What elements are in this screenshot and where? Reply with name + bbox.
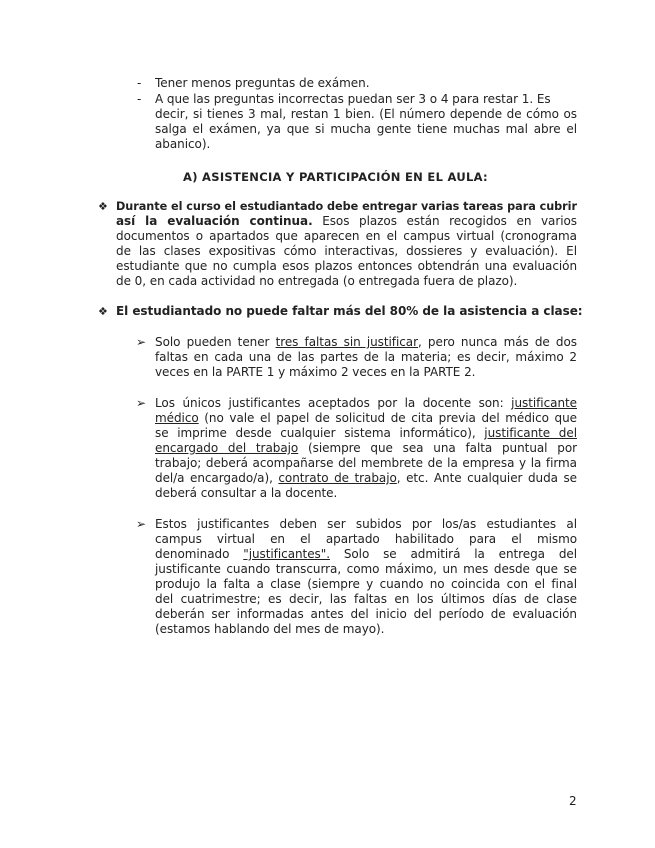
arrow3-line: del cuatrimestre; es decir, las faltas en los últimos días de clase	[155, 592, 577, 606]
arrow3-line: produjo la falta a clase (siempre y cuando no coincida con el final	[155, 577, 577, 591]
dash-item-2-line: decir, si tienes 3 mal, restan 1 bien. (El número depende de cómo os	[155, 107, 577, 121]
text-run: (no vale el papel de solicitud de cita previa del médico que	[198, 411, 577, 425]
dash-marker: -	[137, 92, 142, 106]
bullet1-line: Durante el curso el estudiantado debe entregar varias tareas para cubrir	[116, 200, 577, 213]
arrow-bullet-icon: ➢	[136, 396, 147, 410]
underlined-run: contrato de trabajo	[278, 471, 397, 485]
arrow2-line	[155, 411, 577, 426]
arrow1-line: veces en la PARTE 1 y máximo 2 veces en la PARTE 2.	[155, 365, 476, 379]
arrow2-line	[155, 441, 577, 456]
section-heading: A) ASISTENCIA Y PARTICIPACIÓN EN EL AULA:	[183, 170, 488, 184]
text-run: del/a encargado/a),	[155, 471, 279, 485]
arrow3-line: Estos justificantes deben ser subidos por los/as estudiantes al	[155, 517, 577, 531]
arrow3-line: (estamos hablando del mes de mayo).	[155, 622, 385, 636]
arrow2-line: trabajo; deberá acompañarse del membrete de la empresa y la firma	[155, 456, 577, 470]
underlined-run: justificante del	[484, 426, 577, 440]
diamond-bullet-icon: ❖	[98, 305, 108, 318]
underlined-run: justificante	[511, 396, 577, 410]
text-run: (siempre que sea una falta puntual por	[298, 441, 577, 455]
text-run: Esos plazos están recogidos en varios	[312, 214, 577, 228]
bullet2-line: El estudiantado no puede faltar más del 80% de la asistencia a clase:	[116, 304, 583, 318]
text-run: Los únicos justificantes aceptados por la docente son:	[155, 396, 512, 410]
dash-item-2-line: abanico).	[155, 137, 211, 151]
arrow2-line	[155, 471, 577, 486]
text-run: , pero nunca más de dos	[418, 335, 577, 349]
arrow3-line: justificante cuando transcurra, como máximo, un mes desde que se	[155, 562, 577, 576]
dash-marker: -	[137, 76, 142, 90]
underlined-run: tres faltas sin justificar	[275, 335, 418, 349]
underlined-run: "justificantes".	[243, 547, 330, 561]
text-run: se imprime desde cualquier sistema informático),	[155, 426, 485, 440]
arrow-bullet-icon: ➢	[136, 335, 147, 349]
underlined-run: médico	[155, 411, 199, 425]
bullet1-line: estudiante que no cumpla esos plazos entonces obtendrán una evaluación	[116, 259, 577, 273]
text-run: , etc. Ante cualquier duda se	[396, 471, 577, 485]
bold-run: así la evaluación continua.	[116, 214, 313, 228]
underlined-run: encargado del trabajo	[155, 441, 299, 455]
dash-item-1-line: Tener menos preguntas de exámen.	[155, 76, 370, 90]
text-run: Solo pueden tener	[155, 335, 276, 349]
bullet1-line: de 0, en cada actividad no entregada (o entregada fuera de plazo).	[116, 274, 518, 288]
dash-item-2-line	[155, 92, 577, 107]
arrow2-line	[155, 426, 577, 441]
arrow1-line: faltas en cada una de las partes de la materia; es decir, máximo 2	[155, 350, 577, 364]
arrow2-line: deberá consultar a la docente.	[155, 486, 338, 500]
arrow3-line: deberán ser informadas antes del inicio del período de evaluación	[155, 607, 577, 621]
bullet1-line: de las clases expositivas cómo interactivas, dossieres y evaluación). El	[116, 244, 577, 258]
arrow3-line: campus virtual en el apartado habilitado para el mismo	[155, 532, 577, 546]
diamond-bullet-icon: ❖	[98, 200, 108, 213]
bullet1-line: documentos o apartados que aparecen en el campus virtual (cronograma	[116, 229, 577, 243]
page-number: 2	[569, 794, 577, 808]
text: A que las preguntas incorrectas puedan ser 3 o 4 para restar 1. Es	[155, 92, 551, 106]
text-run: denominado	[155, 547, 244, 561]
arrow3-line	[155, 547, 577, 562]
arrow-bullet-icon: ➢	[136, 517, 147, 531]
arrow2-line	[155, 396, 577, 411]
dash-item-2-line: salga el exámen, ya que si mucha gente tiene muchas mal abre el	[155, 122, 577, 136]
arrow1-line	[155, 335, 577, 350]
bullet1-line	[116, 214, 577, 229]
text-run: Solo se admitirá la entrega del	[329, 547, 578, 561]
